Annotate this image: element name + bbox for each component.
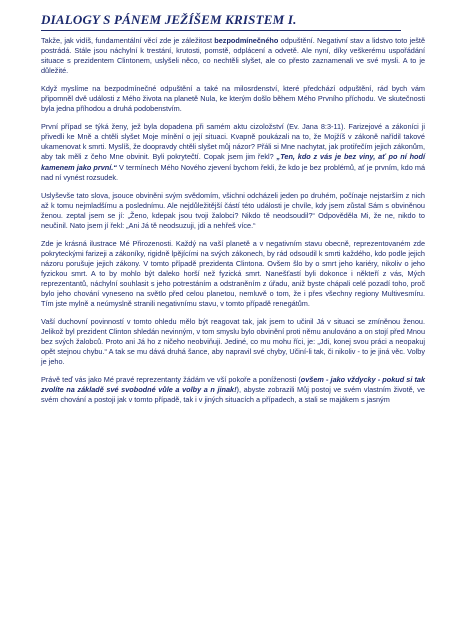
- emphasis-text: „Ten, kdo z vás je bez viny, ať po ní hodí kamenem jako první.“: [41, 152, 426, 172]
- paragraph: [41, 317, 425, 367]
- paragraph: [41, 375, 425, 405]
- text-segment: V termínech Mého Nového zjevení bychom řekli, že kdo je bez problémů, ať je prvním, kdo má nad ní vynést rozsudek.: [41, 162, 425, 182]
- text-segment: Když myslíme na bezpodmínečné odpuštění a také na milosrdenství, které předchází odpuštění, rád bych vám připomněl dvě události z Mého života na planetě Nula, ke kterým došlo během Mého Prvního příchodu. Ve skutečnosti byla jedna příhodou a druhá podobenstvím.: [41, 84, 425, 114]
- text-segment: První případ se týká ženy, jež byla dopadena při samém aktu cizoložství (Ev. Jana 8:3-11). Farizejové a zákoníci ji přivedli ke Mně a chtěli slyšet Moje mínění o její situaci. Kvapně poukázali na to, že Mojžíš v zákoně nařídil takové ukamenovat k smrti. Myslíš, že doopravdy chtěli slyšet můj názor? Přáli si Mne nachytat, jak protiřečím jejich zákonům, aby tak měli z čeho Mne obvinit. Byli pokrytečtí. Copak jsem jim řekl?: [41, 122, 425, 162]
- paragraph: [41, 84, 425, 114]
- paragraph: [41, 122, 425, 182]
- text-segment: ), abyste zobrazili Můj postoj ve svém vlastním životě, ve svém chování a postoji jak v tomto případě, tak i v jiných situacích a případech, a stali se majákem s jasným: [41, 385, 425, 405]
- text-segment: odpuštění. Negativní stav a lidstvo toto ještě postrádá. Stále jsou náchylní k trestání, krutosti, pomstě, odplácení a odvetě. Ale nyní, díky veškerému uspořádání situace s prezidentem Clintonem, uslyšeli něco, co nechtěli slyšet, ale co přesto zaznamenali ve své mysli. A to je důležité.: [41, 36, 426, 76]
- paragraph: [41, 239, 425, 309]
- page-header: DIALOGY S PÁNEM JEŽÍŠEM KRISTEM I.: [41, 12, 401, 31]
- paragraph: [41, 36, 425, 76]
- text-segment: Uslyševše tato slova, jsouce obviněni svým svědomím, všichni odcházeli jeden po druhém, počínaje nejstarším z nich až k tomu nejmladšímu a poslednímu. Ale nejdůležitější částí této události je chvíle, kdy jsem zůstal Sám s obviněnou ženou. zeptal jsem se jí: „Ženo, kdepak jsou tvoji žalobci? Nikdo tě neodsoudil?“ Odpověděla Mi, že ne, nikdo to neučinil. Nato jsem jí řekl: „Ani Já tě neodsuzuji, jdi a nehřeš více.“: [41, 190, 425, 230]
- text-segment: Vaší duchovní povinností v tomto ohledu mělo být reagovat tak, jak jsem to učinil Já v situaci se zmíněnou ženou. Jelikož byl prezident Clinton shledán nevinným, v tom smyslu bylo obvinění proti němu anulováno a on stojí před Mnou bez svých žalobců. Proto ani Já ho z ničeho neobviňuji. Jediné, co mu mohu říci, je: „Jdi, konej svou práci a neopakuj opět stejnou chybu.“ A tak se mu dává druhá šance, aby napravil své chyby, Učiní-li tak, či nikoliv - to je jiná věc. Volby je jeho.: [41, 317, 425, 367]
- document-body: [41, 36, 425, 406]
- emphasis-text: ovšem - jako vždycky - pokud si tak zvolíte na základě své svobodné vůle a volby a n jinak!: [41, 375, 425, 395]
- text-segment: Takže, jak vidíš, fundamentální věcí zde je záležitost: [41, 36, 215, 45]
- text-segment: Zde je krásná ilustrace Mé Přirozenosti. Každý na vaší planetě a v negativním stavu obecně, reprezentovaném zde pokryteckými farizeji a zákoníky, rigidně lpějícími na svých zákonech, by rád odsoudil k smrti každého, kdo podle jejich názoru porušuje jejich zákony. V tomto případě prezidenta Clintona. Ovšem šlo by o smrt jeho kariéry, nikoliv o jeho fyzickou smrt. A to by mohlo být daleko horší než fyzická smrt. Nanešťastí byli dokonce i někteří z vás, Mých reprezentantů, náchylní souhlasit s jeho potrestáním a odstraněním z úřadu, aniž byste chápali celé pozadí toho, proč bylo jeho chování vyneseno na světlo před celou planetou, nemluvě o tom, že i přes všechny regiony Multivesmíru. Tím jste mylně a neúmyslně stranili negativnímu stavu, v tomto případě renegátům.: [41, 238, 425, 309]
- emphasis-text: bezpodmínečného: [214, 36, 279, 45]
- text-segment: Právě teď vás jako Mé pravé reprezentanty žádám ve vší pokoře a poníženosti (: [41, 375, 301, 385]
- paragraph: [41, 191, 425, 231]
